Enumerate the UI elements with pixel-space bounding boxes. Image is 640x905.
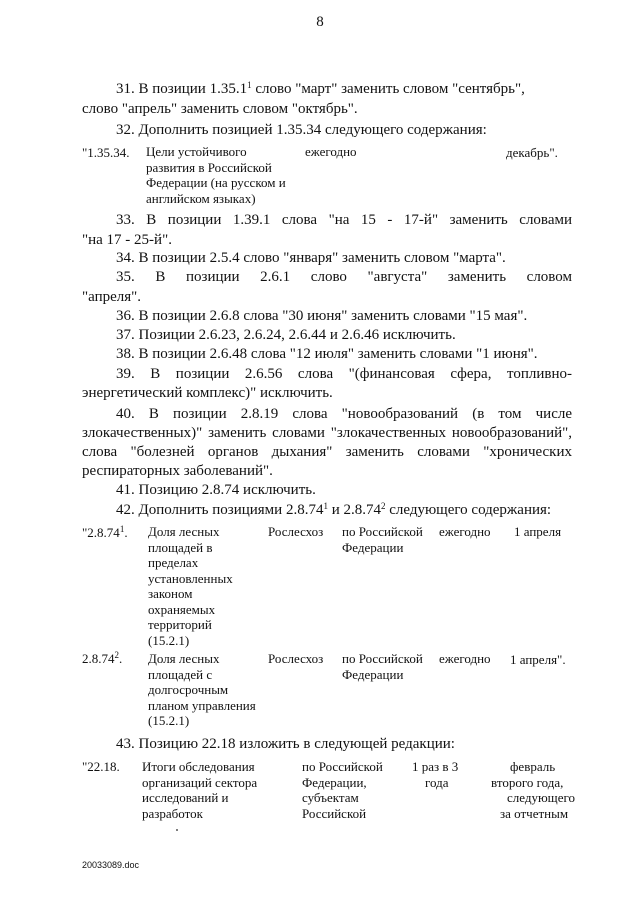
row-2-8-74-2-period: ежегодно — [439, 651, 491, 666]
row-22-18-date-line: за отчетным — [500, 805, 569, 821]
page-number: 8 — [316, 14, 324, 30]
row-2-8-74-1-date: 1 апреля — [514, 524, 562, 539]
item-33-line-1: 33. В позиции 1.39.1 слова "на 15 - 17-й" заменить словами — [116, 212, 572, 228]
row-2-8-74-1-name-line: пределах — [148, 555, 199, 570]
row-2-8-74-1-level-line: по Российской — [342, 524, 423, 539]
row-2-8-74-1-code-end: . — [124, 525, 128, 540]
row-1-35-34-code: "1.35.34. — [82, 145, 130, 160]
row-2-8-74-1-name-line: территорий — [148, 617, 212, 632]
row-2-8-74-2-level-line: Федерации — [342, 666, 404, 682]
item-42-text-c: следующего содержания: — [385, 502, 552, 518]
footer-filename: 20033089.doc — [82, 860, 140, 870]
row-2-8-74-1-code-text: "2.8.74 — [82, 525, 120, 540]
row-2-8-74-2-code-text: 2.8.74 — [82, 651, 115, 666]
row-22-18-level-line: субъектам — [302, 790, 359, 805]
item-42-superscript-1: 1 — [323, 501, 328, 511]
row-2-8-74-2-code-end: . — [119, 651, 123, 666]
item-42-superscript-2: 2 — [380, 501, 386, 511]
item-39-line-1: 39. В позиции 2.6.56 слова "(финансовая сфера, топливно- — [116, 366, 572, 382]
row-22-18-name-line: разработок — [142, 805, 203, 821]
row-2-8-74-1-name-line: площадей в — [148, 539, 213, 555]
item-43: 43. Позицию 22.18 изложить в следующей редакции: — [116, 736, 455, 752]
row-22-18-level-line: Федерации, — [302, 774, 367, 790]
item-39-line-2: энергетический комплекс)" исключить. — [82, 385, 333, 401]
row-2-8-74-1-name-line: Доля лесных — [148, 524, 220, 539]
row-2-8-74-2-code — [82, 651, 122, 667]
item-38: 38. В позиции 2.6.48 слова "12 июля" заменить словами "1 июня". — [116, 346, 538, 362]
row-2-8-74-1-code — [82, 525, 128, 541]
row-2-8-74-1-code-superscript: 1 — [119, 524, 125, 534]
row-2-8-74-1-name-line: законом — [148, 586, 193, 601]
row-1-35-34-name-line: английском языках) — [146, 190, 256, 206]
item-35-line-2: "апреля". — [82, 289, 142, 305]
item-31-text-a: 31. В позиции 1.35.1 — [116, 81, 248, 97]
row-1-35-34-name-line: развития в Российской — [146, 159, 272, 175]
item-31-superscript: 1 — [247, 80, 252, 90]
item-40-line-1: 40. В позиции 2.8.19 слова "новообразований (в том числе — [116, 406, 572, 422]
row-2-8-74-2-date: 1 апреля". — [510, 652, 566, 667]
row-22-18-level-line: по Российской — [302, 759, 383, 774]
row-22-18-name-line: исследований и — [142, 790, 229, 805]
item-42 — [116, 500, 551, 520]
row-22-18-name-line: организаций сектора — [142, 774, 258, 790]
row-22-18-date-line: февраль — [510, 759, 556, 774]
row-1-35-34-period: ежегодно — [305, 144, 357, 159]
item-37: 37. Позиции 2.6.23, 2.6.24, 2.6.44 и 2.6.46 исключить. — [116, 327, 456, 343]
item-40-line-2: злокачественных)" заменить словами "злокачественных новообразований", — [82, 425, 572, 441]
row-2-8-74-1-agency: Рослесхоз — [268, 524, 324, 539]
row-22-18-date-line: следующего — [507, 790, 575, 805]
row-2-8-74-1-name-line: установленных — [148, 570, 233, 586]
item-31-text-b: слово "март" заменить словом "сентябрь", — [251, 81, 525, 97]
row-2-8-74-2-code-superscript: 2 — [114, 650, 119, 660]
row-2-8-74-1-level-line: Федерации — [342, 539, 404, 555]
row-22-18-name-line: Итоги обследования — [142, 759, 255, 774]
row-2-8-74-1-period: ежегодно — [439, 524, 491, 539]
row-2-8-74-2-agency: Рослесхоз — [268, 651, 324, 666]
item-33-line-2: "на 17 - 25-й". — [82, 232, 172, 248]
item-42-text-a: 42. Дополнить позициями 2.8.74 — [116, 502, 324, 518]
row-2-8-74-1-name-line: (15.2.1) — [148, 632, 190, 648]
row-22-18-date-line: второго года, — [491, 774, 564, 790]
row-22-18-period-line: 1 раз в 3 — [412, 759, 459, 774]
item-41: 41. Позицию 2.8.74 исключить. — [116, 482, 316, 498]
row-2-8-74-2-name-line: Доля лесных — [148, 651, 220, 666]
row-2-8-74-2-name-line: (15.2.1) — [148, 713, 190, 728]
item-34: 34. В позиции 2.5.4 слово "января" заменить словом "марта". — [116, 250, 506, 266]
item-36: 36. В позиции 2.6.8 слова "30 июня" заменить словами "15 мая". — [116, 308, 528, 324]
row-2-8-74-1-name-line: охраняемых — [148, 601, 216, 617]
row-2-8-74-2-name-line: площадей с — [148, 666, 213, 682]
row-1-35-34-name-line: Федерации (на русском и — [146, 175, 286, 190]
scan-dot — [176, 829, 178, 831]
row-1-35-34-name-line: Цели устойчивого — [146, 144, 247, 159]
item-32: 32. Дополнить позицией 1.35.34 следующего содержания: — [116, 122, 487, 138]
row-22-18-level-line: Российской — [302, 805, 367, 821]
row-1-35-34-date: декабрь". — [506, 145, 558, 160]
row-2-8-74-2-level-line: по Российской — [342, 651, 423, 666]
row-2-8-74-2-name-line: долгосрочным — [148, 682, 229, 697]
item-31-line-2: слово "апрель" заменить словом "октябрь". — [82, 101, 358, 117]
item-40-line-3: слова "болезней органов дыхания" заменить словами "хронических — [82, 444, 572, 460]
row-22-18-code: "22.18. — [82, 759, 120, 774]
item-40-line-4: респираторных заболеваний". — [82, 463, 273, 479]
row-2-8-74-2-name-line: планом управления — [148, 697, 256, 713]
row-22-18-period-line: года — [425, 774, 449, 790]
item-42-text-b: и 2.8.74 — [327, 502, 381, 518]
item-31 — [116, 79, 525, 99]
item-35-line-1: 35. В позиции 2.6.1 слово "августа" заменить словом — [116, 269, 572, 285]
